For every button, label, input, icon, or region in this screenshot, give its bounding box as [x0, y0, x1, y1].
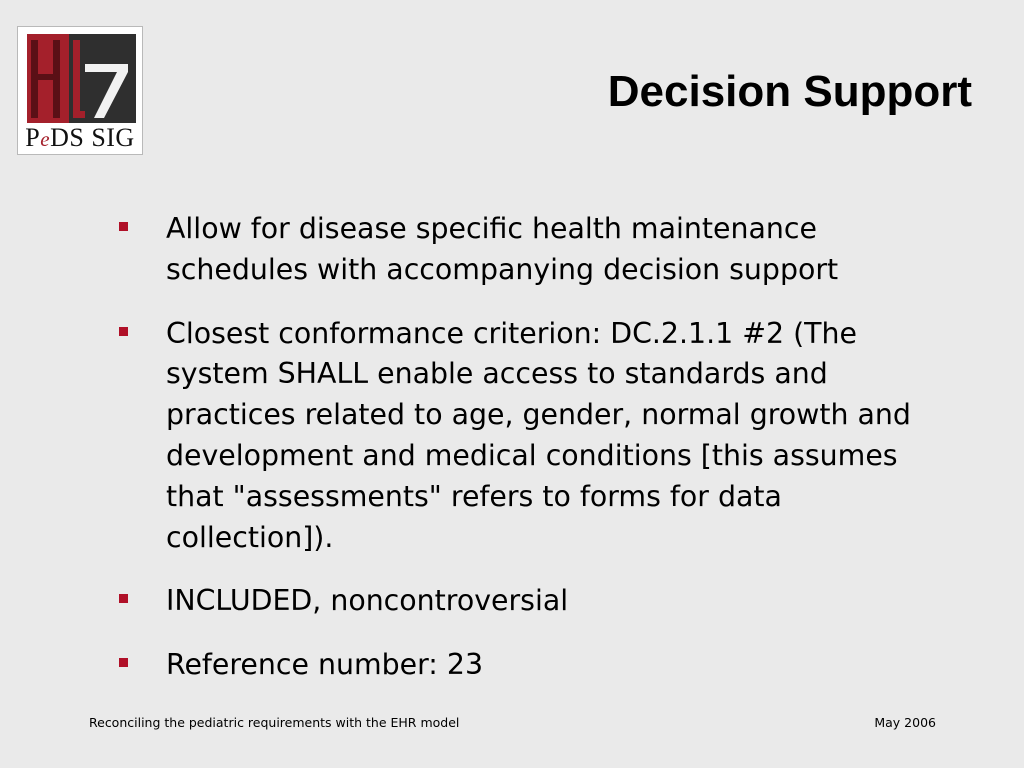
bullet-text: Allow for disease specific health maintenance schedules with accompanying decision support [166, 212, 839, 286]
square-bullet-icon [119, 658, 128, 667]
bullet-list [117, 209, 917, 709]
bullet-item [117, 581, 917, 622]
square-bullet-icon [119, 594, 128, 603]
square-bullet-icon [119, 222, 128, 231]
peds-sig-label [18, 124, 142, 153]
bullet-item [117, 645, 917, 686]
bullet-text: Reference number: 23 [166, 648, 484, 682]
bullet-item [117, 314, 917, 559]
footer-presentation-title: Reconciling the pediatric requirements with the EHR model [89, 715, 460, 730]
bullet-item [117, 209, 917, 291]
bullet-text: Closest conformance criterion: DC.2.1.1 #2 (The system SHALL enable access to standards and practices related to age, gender, normal growth and development and medical conditions [this assumes that "assessments" refers to forms for data collection]). [166, 316, 911, 554]
hl7-peds-sig-logo [17, 26, 143, 155]
logo-caption-e: e [40, 127, 51, 151]
slide-title: Decision Support [607, 67, 972, 116]
logo-caption-p: P [25, 123, 41, 152]
square-bullet-icon [119, 327, 128, 336]
logo-caption-rest: DS SIG [50, 123, 135, 152]
bullet-text: INCLUDED, noncontroversial [166, 584, 569, 618]
footer-date: May 2006 [874, 715, 936, 730]
hl7-logo-icon [27, 34, 136, 123]
